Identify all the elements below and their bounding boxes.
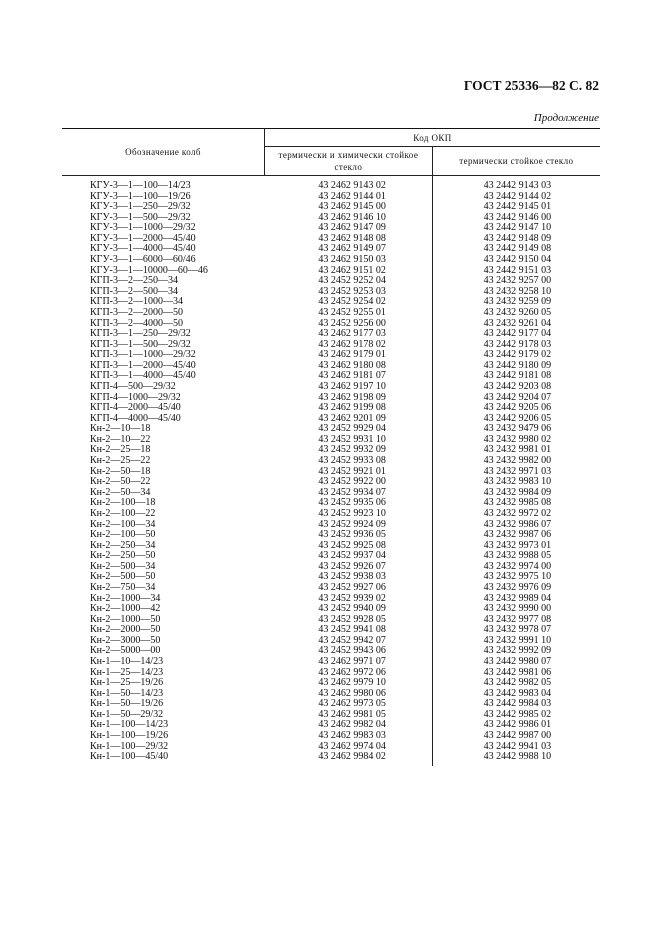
flask-designation-cell: Кн-2—500—50 (90, 571, 156, 583)
okp-code-chem-cell: 43 2462 9971 07 (265, 657, 433, 668)
okp-code-chem-cell: 43 2462 9143 02 (265, 176, 433, 192)
flask-designation-cell: КГУ-3—1—2000—45/40 (90, 232, 196, 244)
okp-code-heat-cell: 43 2442 9941 03 (483, 740, 552, 752)
flask-designation-cell: Кн-2—5000—00 (90, 645, 161, 657)
okp-code-heat-cell: 43 2432 9975 10 (483, 571, 552, 583)
flask-designation-cell: Кн-1—50—29/32 (90, 708, 164, 720)
okp-code-heat-cell: 43 2442 9987 00 (483, 730, 552, 742)
okp-code-chem-cell: 43 2462 9150 03 (265, 255, 433, 266)
okp-code-heat-cell: 43 2442 9988 10 (483, 751, 552, 763)
okp-code-heat-cell: 43 2442 9179 02 (483, 349, 552, 361)
heat-resistant-glass-header: термически стойкое стекло (432, 147, 600, 176)
flask-designation-cell: Кн-2—10—18 (90, 423, 151, 435)
flask-designation-cell: Кн-2—1000—42 (90, 603, 161, 615)
flask-designation-cell: Кн-2—100—18 (90, 497, 156, 509)
okp-code-chem-cell: 43 2462 9198 09 (265, 393, 433, 404)
okp-code-heat-cell: 43 2442 9986 01 (483, 719, 552, 731)
flask-designation-cell: КГП-3—2—500—34 (90, 285, 179, 297)
okp-code-heat-cell: 43 2432 9989 04 (483, 592, 552, 604)
okp-code-chem-cell: 43 2462 9980 06 (265, 689, 433, 700)
okp-code-chem-cell: 43 2462 9201 09 (265, 414, 433, 425)
okp-code-chem-cell: 43 2462 9178 02 (265, 340, 433, 351)
flask-designation-cell: Кн-1—100—19/26 (90, 730, 169, 742)
okp-code-chem-cell: 43 2462 9179 01 (265, 350, 433, 361)
okp-code-heat-cell: 43 2432 9974 00 (483, 560, 552, 572)
okp-code-heat-cell: 43 2432 9982 00 (483, 455, 552, 467)
flask-designation-cell: КГУ-3—1—1000—29/32 (90, 222, 196, 234)
okp-code-chem-cell: 43 2452 9923 10 (265, 509, 433, 520)
okp-code-chem-cell: 43 2452 9942 07 (265, 636, 433, 647)
okp-code-chem-cell: 43 2452 9924 09 (265, 520, 433, 531)
okp-code-chem-cell: 43 2452 9941 08 (265, 625, 433, 636)
flask-designation-cell: КГУ-3—1—4000—45/40 (90, 243, 196, 255)
okp-code-chem-cell: 43 2462 9973 05 (265, 699, 433, 710)
flask-designation-cell: Кн-1—50—19/26 (90, 698, 164, 710)
flask-designation-cell: КГП-3—1—250—29/32 (90, 328, 191, 340)
okp-code-heat-cell: 43 2432 9259 09 (483, 296, 552, 308)
okp-code-chem-cell: 43 2462 9146 10 (265, 213, 433, 224)
flask-designation-cell: КГП-4—4000—45/40 (90, 412, 181, 424)
flask-designation-cell: Кн-2—1000—34 (90, 592, 161, 604)
okp-code-heat-cell: 43 2432 9990 00 (483, 603, 552, 615)
okp-code-chem-cell: 43 2452 9255 01 (265, 308, 433, 319)
okp-code-heat-cell: 43 2442 9206 05 (483, 412, 552, 424)
okp-code-chem-cell: 43 2452 9940 09 (265, 604, 433, 615)
okp-code-heat-cell: 43 2432 9973 01 (483, 539, 552, 551)
flask-designation-cell: Кн-1—100—14/23 (90, 719, 169, 731)
okp-code-heat-cell: 43 2442 9980 07 (483, 656, 552, 668)
okp-code-heat-cell: 43 2432 9479 06 (483, 423, 552, 435)
okp-code-heat-cell: 43 2432 9985 08 (483, 497, 552, 509)
okp-code-chem-cell: 43 2462 9147 09 (265, 223, 433, 234)
okp-code-heat-cell: 43 2442 9983 04 (483, 687, 552, 699)
okp-code-chem-cell: 43 2452 9922 00 (265, 477, 433, 488)
okp-code-chem-cell: 43 2452 9936 05 (265, 530, 433, 541)
okp-code-heat-cell: 43 2442 9984 03 (483, 698, 552, 710)
okp-code-heat-cell: 43 2432 9260 05 (483, 306, 552, 318)
okp-code-chem-cell: 43 2452 9921 01 (265, 467, 433, 478)
okp-code-heat-cell: 43 2432 9986 07 (483, 518, 552, 530)
flask-designation-cell: КГП-3—2—2000—50 (90, 306, 184, 318)
table-body (62, 176, 600, 766)
okp-code-heat-cell: 43 2432 9983 10 (483, 476, 552, 488)
flask-designation-cell: Кн-2—10—22 (90, 433, 151, 445)
okp-code-heat-cell: 43 2442 9143 03 (483, 180, 552, 191)
okp-code-heat-cell: 43 2442 9144 02 (483, 190, 552, 202)
flask-designation-cell: КГП-4—500—29/32 (90, 380, 176, 392)
table-row (62, 308, 600, 319)
okp-code-heat-cell: 43 2432 9988 05 (483, 550, 552, 562)
okp-code-heat-cell: 43 2432 9257 00 (483, 275, 552, 287)
okp-code-chem-cell: 43 2462 9982 04 (265, 720, 433, 731)
okp-code-heat-cell: 43 2432 9971 03 (483, 465, 552, 477)
okp-code-chem-cell: 43 2452 9252 04 (265, 276, 433, 287)
flask-designation-cell: Кн-1—100—45/40 (90, 751, 169, 763)
flask-designation-cell: Кн-2—100—50 (90, 529, 156, 541)
okp-code-chem-cell: 43 2452 9925 08 (265, 541, 433, 552)
okp-code-heat-cell: 43 2432 9987 06 (483, 529, 552, 541)
okp-code-table (62, 128, 600, 766)
flask-designation-cell: Кн-2—100—34 (90, 518, 156, 530)
okp-code-heat-cell: 43 2432 9977 08 (483, 613, 552, 625)
flask-designation-cell: КГУ-3—1—6000—60/46 (90, 254, 196, 266)
okp-code-chem-cell: 43 2452 9938 03 (265, 572, 433, 583)
flask-designation-cell: Кн-2—750—34 (90, 581, 156, 593)
okp-code-chem-cell: 43 2462 9149 07 (265, 244, 433, 255)
okp-code-heat-cell: 43 2432 9984 09 (483, 486, 552, 498)
okp-code-chem-cell: 43 2452 9937 04 (265, 551, 433, 562)
okp-code-chem-cell: 43 2452 9927 06 (265, 583, 433, 594)
flask-designation-cell: Кн-2—25—22 (90, 455, 151, 467)
okp-code-chem-cell: 43 2452 9256 00 (265, 319, 433, 330)
flask-designation-cell: КГП-4—1000—29/32 (90, 391, 181, 403)
okp-code-chem-cell: 43 2452 9929 04 (265, 424, 433, 435)
okp-code-chem-cell: 43 2462 9972 06 (265, 668, 433, 679)
page-header: ГОСТ 25336—82 С. 82 (463, 78, 599, 93)
okp-code-heat-cell: 43 2432 9258 10 (483, 285, 552, 297)
okp-code-chem-cell: 43 2462 9981 05 (265, 710, 433, 721)
table-row (62, 657, 600, 668)
okp-code-chem-cell: 43 2462 9181 07 (265, 371, 433, 382)
flask-designation-cell: Кн-2—100—22 (90, 507, 156, 519)
okp-code-chem-cell: 43 2452 9931 10 (265, 435, 433, 446)
okp-code-heat-cell: 43 2432 9972 02 (483, 507, 552, 519)
table-row (62, 583, 600, 594)
flask-designation-cell: Кн-2—50—18 (90, 465, 151, 477)
okp-code-heat-cell: 43 2442 9180 09 (483, 359, 552, 371)
flask-designation-cell: Кн-2—500—34 (90, 560, 156, 572)
flask-designation-cell: КГП-4—2000—45/40 (90, 402, 181, 414)
flask-designation-cell: Кн-1—25—19/26 (90, 677, 164, 689)
flask-designation-cell: КГП-3—1—2000—45/40 (90, 359, 196, 371)
flask-designation-cell: Кн-2—1000—50 (90, 613, 161, 625)
okp-code-heat-cell: 43 2442 9985 02 (483, 708, 552, 720)
okp-code-chem-cell: 43 2462 9180 08 (265, 361, 433, 372)
okp-code-chem-cell: 43 2462 9199 08 (265, 403, 433, 414)
okp-code-heat-cell: 43 2442 9204 07 (483, 391, 552, 403)
okp-code-heat-cell: 43 2432 9992 09 (483, 645, 552, 657)
okp-code-chem-cell: 43 2462 9974 04 (265, 742, 433, 753)
flask-designation-cell: Кн-2—250—34 (90, 539, 156, 551)
flask-designation-cell: Кн-1—50—14/23 (90, 687, 164, 699)
okp-code-chem-cell: 43 2462 9984 02 (265, 752, 433, 763)
flask-designation-cell: Кн-1—100—29/32 (90, 740, 169, 752)
flask-designation-cell: Кн-2—25—18 (90, 444, 151, 456)
okp-code-chem-cell: 43 2452 9933 08 (265, 456, 433, 467)
flask-designation-cell: Кн-2—50—34 (90, 486, 151, 498)
okp-code-chem-cell: 43 2452 9254 02 (265, 297, 433, 308)
okp-code-chem-cell: 43 2462 9197 10 (265, 382, 433, 393)
okp-code-heat-cell: 43 2442 9149 08 (483, 243, 552, 255)
okp-code-chem-cell: 43 2452 9943 06 (265, 646, 433, 657)
flask-designation-cell: КГУ-3—1—100—19/26 (90, 190, 191, 202)
table-row (62, 382, 600, 393)
flask-designation-cell: Кн-2—250—50 (90, 550, 156, 562)
flask-designation-cell: Кн-2—2000—50 (90, 624, 161, 636)
okp-code-chem-cell: 43 2452 9253 03 (265, 287, 433, 298)
okp-code-heat-cell: 43 2432 9261 04 (483, 317, 552, 329)
okp-code-heat-cell: 43 2442 9145 01 (483, 201, 552, 213)
okp-code-heat-cell: 43 2432 9978 07 (483, 624, 552, 636)
okp-code-heat-cell: 43 2442 9151 03 (483, 264, 552, 276)
okp-code-chem-cell: 43 2452 9926 07 (265, 562, 433, 573)
table-bottom-spacer (62, 763, 600, 766)
flask-designation-cell: КГУ-3—1—250—29/32 (90, 201, 191, 213)
flask-designation-cell: КГП-3—2—4000—50 (90, 317, 184, 329)
okp-code-heat-cell: 43 2442 9147 10 (483, 222, 552, 234)
okp-code-chem-cell: 43 2452 9935 06 (265, 498, 433, 509)
flask-designation-cell: Кн-1—25—14/23 (90, 666, 164, 678)
okp-code-chem-cell: 43 2462 9983 03 (265, 731, 433, 742)
flask-designation-cell: КГУ-3—1—500—29/32 (90, 211, 191, 223)
okp-code-chem-cell: 43 2462 9145 00 (265, 202, 433, 213)
okp-code-heat-cell: 43 2442 9982 05 (483, 677, 552, 689)
okp-code-chem-cell: 43 2452 9932 09 (265, 445, 433, 456)
okp-code-heat-cell: 43 2432 9980 02 (483, 433, 552, 445)
okp-code-heat-cell: 43 2442 9203 08 (483, 380, 552, 392)
flask-designation-cell: КГП-3—1—4000—45/40 (90, 370, 196, 382)
okp-code-heat-cell: 43 2442 9177 04 (483, 328, 552, 340)
okp-code-heat-cell: 43 2432 9976 09 (483, 581, 552, 593)
flask-designation-cell: КГП-3—1—500—29/32 (90, 338, 191, 350)
table-row (62, 176, 600, 192)
okp-code-heat-cell: 43 2442 9205 06 (483, 402, 552, 414)
flask-designation-cell: Кн-2—50—22 (90, 476, 151, 488)
flask-designation-cell: КГУ-3—1—10000—60—46 (90, 264, 208, 276)
okp-code-chem-cell: 43 2452 9928 05 (265, 615, 433, 626)
okp-code-chem-cell: 43 2462 9177 03 (265, 329, 433, 340)
okp-code-chem-cell: 43 2462 9979 10 (265, 678, 433, 689)
okp-code-chem-cell: 43 2452 9939 02 (265, 594, 433, 605)
flask-designation-cell: Кн-2—3000—50 (90, 634, 161, 646)
okp-code-heat-cell: 43 2442 9148 09 (483, 232, 552, 244)
okp-code-heat-cell: 43 2432 9991 10 (483, 634, 552, 646)
okp-code-heat-cell: 43 2442 9178 03 (483, 338, 552, 350)
okp-code-heat-cell: 43 2442 9150 04 (483, 254, 552, 266)
flask-designation-cell: КГП-3—1—1000—29/32 (90, 349, 196, 361)
flask-designation-cell: КГУ-3—1—100—14/23 (90, 180, 191, 191)
okp-code-heat-cell: 43 2432 9981 01 (483, 444, 552, 456)
okp-code-header: Код ОКП (265, 129, 601, 147)
flask-designation-header: Обозначение колб (62, 129, 265, 176)
okp-code-chem-cell: 43 2452 9934 07 (265, 488, 433, 499)
heat-chem-resistant-glass-header: термически и химически стойкое стекло (265, 147, 433, 176)
okp-code-chem-cell: 43 2462 9151 02 (265, 266, 433, 277)
table-row (62, 509, 600, 520)
okp-code-chem-cell: 43 2462 9144 01 (265, 192, 433, 203)
okp-code-heat-cell: 43 2442 9146 00 (483, 211, 552, 223)
flask-designation-cell: КГП-3—2—1000—34 (90, 296, 184, 308)
flask-designation-cell: Кн-1—10—14/23 (90, 656, 164, 668)
okp-code-heat-cell: 43 2442 9981 06 (483, 666, 552, 678)
flask-designation-cell: КГП-3—2—250—34 (90, 275, 179, 287)
continuation-label: Продолжение (533, 112, 599, 124)
okp-code-heat-cell: 43 2442 9181 08 (483, 370, 552, 382)
okp-code-chem-cell: 43 2462 9148 08 (265, 234, 433, 245)
table-row (62, 752, 600, 763)
